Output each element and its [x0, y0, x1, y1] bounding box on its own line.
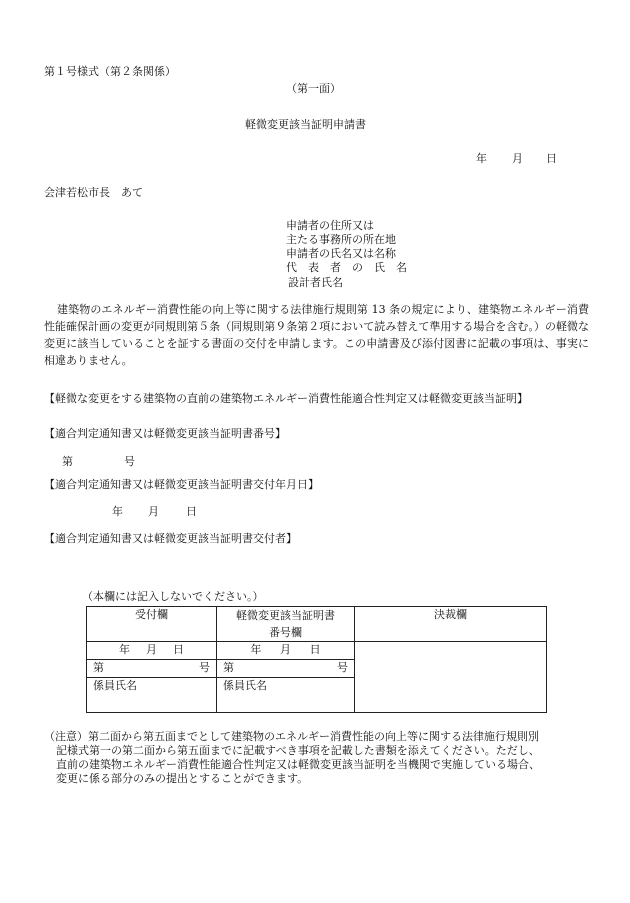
certificate-number-prefix: 第 — [62, 455, 73, 468]
page-label: （第一面） — [286, 82, 341, 95]
section-heading: 【軽微な変更をする建築物の直前の建築物エネルギー消費性能適合性判定又は軽微変更該当証明】 — [44, 392, 528, 405]
certificate-number-label: 【適合判定通知書又は軽微変更該当証明書番号】 — [44, 427, 286, 440]
applicant-address-label: 申請者の住所又は — [286, 219, 374, 232]
reception-month: 月 — [146, 643, 157, 656]
issue-date-day: 日 — [186, 505, 197, 518]
applicant-office-label: 主たる事務所の所在地 — [286, 233, 396, 246]
certificate-day: 日 — [309, 643, 321, 656]
issue-date-month: 月 — [148, 505, 159, 518]
notes — [44, 730, 592, 786]
representative-name-label: 代 表 者 の 氏 名 — [286, 261, 407, 274]
office-use-caption: （本欄には記入しないでください。） — [82, 590, 264, 603]
reception-staff-cell: 係員氏名 — [87, 678, 217, 713]
reception-header: 受付欄 — [87, 607, 217, 642]
approval-header: 決裁欄 — [355, 607, 547, 642]
form-number: 第１号様式（第２条関係） — [44, 65, 176, 78]
note-line-2: 記様式第一の第二面から第五面までに記載すべき事項を記載した書類を添えてください。ただし、 — [56, 744, 540, 757]
reception-number-prefix: 第 — [93, 661, 104, 674]
note-line-3: 直前の建築物エネルギー消費性能適合性判定又は軽微変更該当証明を当機関で実施している場合、 — [56, 758, 540, 771]
certificate-number-cell-suffix: 号 — [337, 661, 348, 674]
reception-day: 日 — [173, 643, 184, 656]
date-month: 月 — [512, 152, 523, 165]
approval-cell — [355, 642, 547, 713]
office-use-table — [86, 606, 547, 713]
reception-number-cell — [87, 660, 217, 678]
certificate-year: 年 — [250, 643, 262, 656]
certificate-number-header-line1: 軽微変更該当証明書 — [236, 609, 335, 622]
applicant-name-label: 申請者の氏名又は名称 — [286, 247, 396, 260]
application-statement: 建築物のエネルギー消費性能の向上等に関する法律施行規則第 13 条の規定により、建築物エネルギー消費性能確保計画の変更が同規則第５条（同規則第９条第２項において読み替えて準用する場合を含む。）の軽微な変更に該当していることを証する書面の交付を申請します。この申請書及び添付図書に記載の事項は、事実に相違ありません。 — [44, 303, 589, 367]
designer-name-label: 設計者氏名 — [288, 276, 343, 289]
issue-date-label: 【適合判定通知書又は軽微変更該当証明書交付年月日】 — [44, 478, 319, 491]
note-line-1: （注意）第二面から第五面までとして建築物のエネルギー消費性能の向上等に関する法律施行規則別 — [44, 730, 539, 743]
issuer-label: 【適合判定通知書又は軽微変更該当証明書交付者】 — [44, 532, 297, 545]
certificate-date-cell — [217, 642, 355, 660]
note-line-4: 変更に係る部分のみの提出とすることができます。 — [56, 772, 309, 785]
reception-number-suffix: 号 — [199, 661, 210, 674]
certificate-number-header-line2: 番号欄 — [269, 626, 302, 639]
reception-date-cell — [87, 642, 217, 660]
addressee: 会津若松市長 あて — [44, 186, 143, 199]
reception-year: 年 — [119, 643, 130, 656]
certificate-number-cell — [217, 660, 355, 678]
issue-date-year: 年 — [112, 505, 123, 518]
certificate-number-cell-prefix: 第 — [223, 661, 234, 674]
certificate-month: 月 — [279, 643, 291, 656]
certificate-staff-cell: 係員氏名 — [217, 678, 355, 713]
certificate-number-column-header — [217, 607, 355, 642]
certificate-number-suffix: 号 — [124, 455, 135, 468]
document-title: 軽微変更該当証明申請書 — [245, 118, 366, 131]
date-year: 年 — [476, 152, 487, 165]
date-day: 日 — [546, 152, 557, 165]
